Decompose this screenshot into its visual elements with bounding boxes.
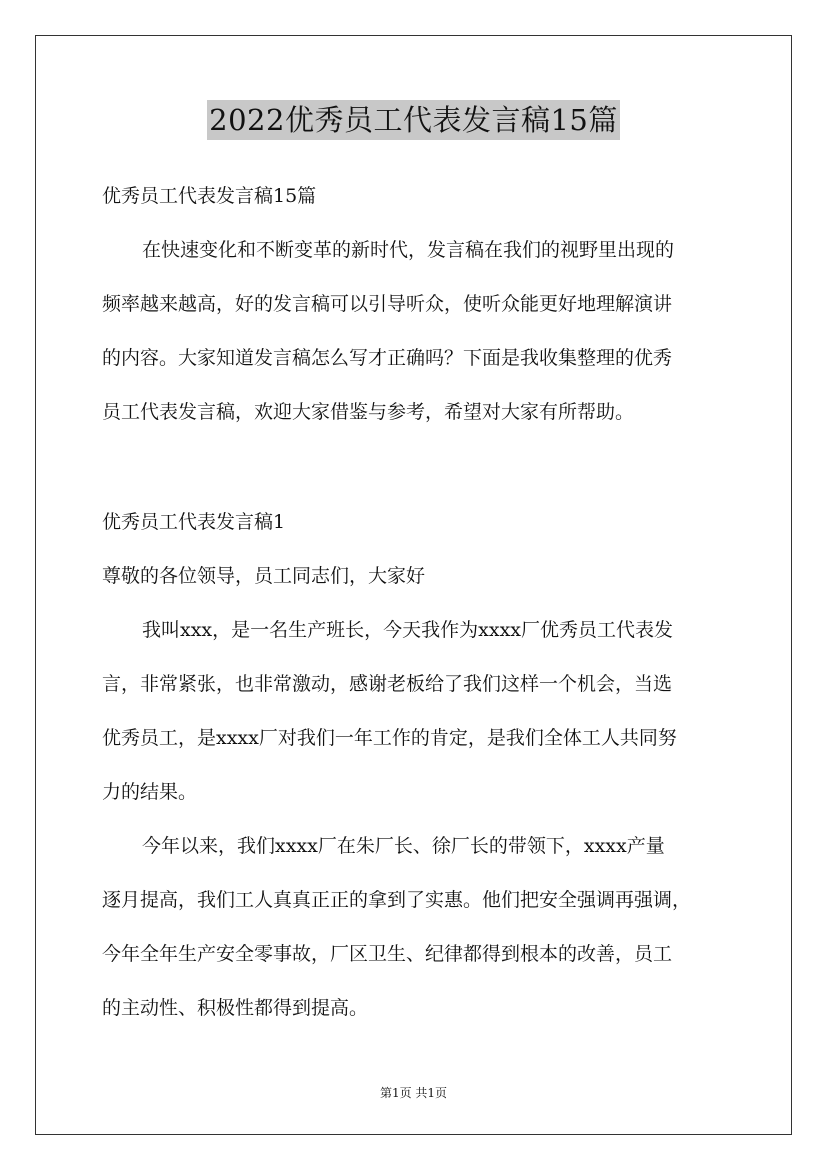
paragraph-line: 我叫xxx，是一名生产班长，今天我作为xxxx厂优秀员工代表发 <box>142 619 674 641</box>
page-title: 2022优秀员工代表发言稿15篇 <box>207 100 620 140</box>
page-number: 第1页 共1页 <box>379 1086 448 1100</box>
paragraph-line: 今年以来，我们xxxx厂在朱厂长、徐厂长的带领下，xxxx产量 <box>142 835 665 857</box>
greeting: 尊敬的各位领导，员工同志们，大家好 <box>102 565 426 587</box>
paragraph-line: 言，非常紧张，也非常激动，感谢老板给了我们这样一个机会，当选 <box>102 673 673 695</box>
intro-line: 员工代表发言稿，欢迎大家借鉴与参考，希望对大家有所帮助。 <box>102 401 635 423</box>
paragraph-line: 逐月提高，我们工人真真正正的拿到了实惠。他们把安全强调再强调， <box>102 889 692 911</box>
title-container <box>0 100 827 140</box>
intro-line: 频率越来越高，好的发言稿可以引导听众，使听众能更好地理解演讲 <box>102 293 673 315</box>
paragraph-line: 的主动性、积极性都得到提高。 <box>102 997 369 1019</box>
paragraph-line: 今年全年生产安全零事故，厂区卫生、纪律都得到根本的改善，员工 <box>102 943 673 965</box>
subtitle: 优秀员工代表发言稿15篇 <box>102 185 317 207</box>
intro-line: 在快速变化和不断变革的新时代，发言稿在我们的视野里出现的 <box>142 239 675 261</box>
intro-line: 的内容。大家知道发言稿怎么写才正确吗？下面是我收集整理的优秀 <box>102 347 673 369</box>
paragraph-line: 力的结果。 <box>102 781 198 803</box>
paragraph-line: 优秀员工，是xxxx厂对我们一年工作的肯定，是我们全体工人共同努 <box>102 727 677 749</box>
section-heading: 优秀员工代表发言稿1 <box>102 511 286 533</box>
